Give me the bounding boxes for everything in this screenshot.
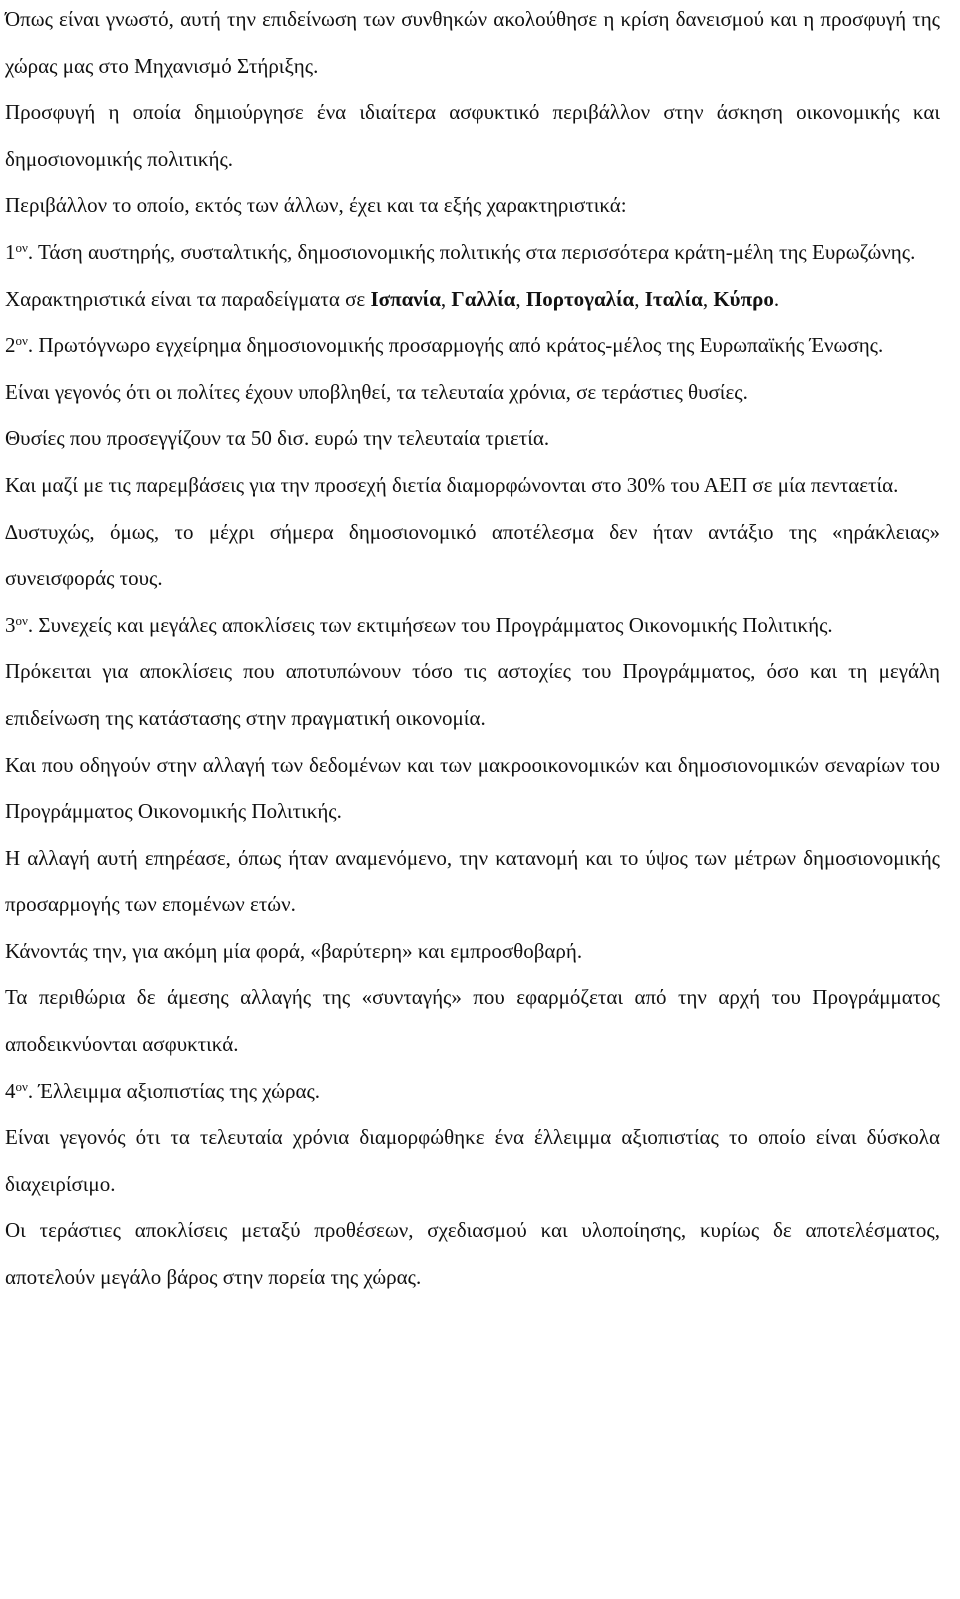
point-number: 3 <box>5 612 16 637</box>
paragraph: Οι τεράστιες αποκλίσεις μεταξύ προθέσεων, σχεδιασμού και υλοποίησης, κυρίως δε αποτελέσματος, αποτελούν μεγάλο βάρος στην πορεία της χώρας. <box>5 1218 940 1290</box>
separator: , <box>634 286 645 311</box>
paragraph: Και που οδηγούν στην αλλαγή των δεδομένων και των μακροοικονομικών και δημοσιονομικών σεναρίων του Προγράμματος Οικονομικής Πολιτικής. <box>5 752 940 824</box>
numbered-point-1 <box>5 229 940 276</box>
paragraph: ∆υστυχώς, όμως, το μέχρι σήμερα δημοσιονομικό αποτέλεσμα δεν ήταν αντάξιο της «ηράκλειας» συνεισφοράς τους. <box>5 519 940 591</box>
separator: , <box>440 286 452 311</box>
country-spain: Ισπανία <box>370 286 441 311</box>
separator: , <box>702 286 714 311</box>
paragraph: Πρόκειται για αποκλίσεις που αποτυπώνουν τόσο τις αστοχίες του Προγράμματος, όσο και τη μεγάλη επιδείνωση της κατάστασης στην πραγματική οικονομία. <box>5 659 940 730</box>
numbered-point-3 <box>5 602 940 649</box>
paragraph: Η αλλαγή αυτή επηρέασε, όπως ήταν αναμενόμενο, την κατανομή και το ύψος των μέτρων δημοσιονομικής προσαρμογής των επομένων ετών. <box>5 845 940 917</box>
paragraph: Περιβάλλον το οποίο, εκτός των άλλων, έχει και τα εξής χαρακτηριστικά: <box>5 193 627 218</box>
ordinal-suffix: ον <box>15 239 28 255</box>
sentence-end: . <box>773 286 780 311</box>
paragraph: Είναι γεγονός ότι οι πολίτες έχουν υποβληθεί, τα τελευταία χρόνια, σε τεράστιες θυσίες. <box>5 379 748 404</box>
country-portugal: Πορτογαλία <box>525 286 635 311</box>
paragraph: Προσφυγή η οποία δημιούργησε ένα ιδιαίτερα ασφυκτικό περιβάλλον στην άσκηση οικονομικής και δημοσιονομικής πολιτικής. <box>5 100 940 171</box>
paragraph: Κάνοντάς την, για ακόμη μία φορά, «βαρύτερη» και εμπροσθοβαρή. <box>5 938 583 963</box>
paragraph: Τα περιθώρια δε άμεσης αλλαγής της «συνταγής» που εφαρμόζεται από την αρχή του Προγράμματος αποδεικνύονται ασφυκτικά. <box>5 985 940 1057</box>
ordinal-suffix: ον <box>15 1078 28 1094</box>
numbered-point-2 <box>5 322 940 369</box>
point-text: . Τάση αυστηρής, συσταλτικής, δημοσιονομικής πολιτικής στα περισσότερα κράτη-μέλη της Ευρωζώνης. <box>27 239 916 264</box>
examples-intro: Χαρακτηριστικά είναι τα παραδείγματα σε <box>5 286 371 311</box>
point-number: 4 <box>5 1078 16 1103</box>
point-number: 2 <box>5 333 16 358</box>
country-cyprus: Κύπρο <box>713 286 774 311</box>
paragraph: Θυσίες που προσεγγίζουν τα 50 δισ. ευρώ την τελευταία τριετία. <box>5 426 550 451</box>
country-france: Γαλλία <box>451 286 516 311</box>
point-text: . Έλλειμμα αξιοπιστίας της χώρας. <box>27 1078 321 1103</box>
point-text: . Πρωτόγνωρο εγχείρημα δημοσιονομικής προσαρμογής από κράτος-μέλος της Ευρωπαϊκής Ένωσης. <box>27 333 884 358</box>
point-number: 1 <box>5 239 16 264</box>
numbered-point-4 <box>5 1068 940 1115</box>
paragraph: Όπως είναι γνωστό, αυτή την επιδείνωση των συνθηκών ακολούθησε η κρίση δανεισμού και η προσφυγή της χώρας μας στο Μηχανισμό Στήριξης. <box>5 7 940 78</box>
examples-paragraph <box>5 276 940 323</box>
paragraph: Και μαζί με τις παρεμβάσεις για την προσεχή διετία διαμορφώνονται στο 30% του ΑΕΠ σε μία πενταετία. <box>5 472 899 497</box>
ordinal-suffix: ον <box>15 612 28 628</box>
separator: , <box>515 286 526 311</box>
country-italy: Ιταλία <box>644 286 703 311</box>
ordinal-suffix: ον <box>15 333 28 349</box>
point-text: . Συνεχείς και μεγάλες αποκλίσεις των εκτιμήσεων του Προγράμματος Οικονομικής Πολιτικής. <box>27 612 833 637</box>
paragraph: Είναι γεγονός ότι τα τελευταία χρόνια διαμορφώθηκε ένα έλλειμμα αξιοπιστίας το οποίο είναι δύσκολα διαχειρίσιμο. <box>5 1125 940 1196</box>
